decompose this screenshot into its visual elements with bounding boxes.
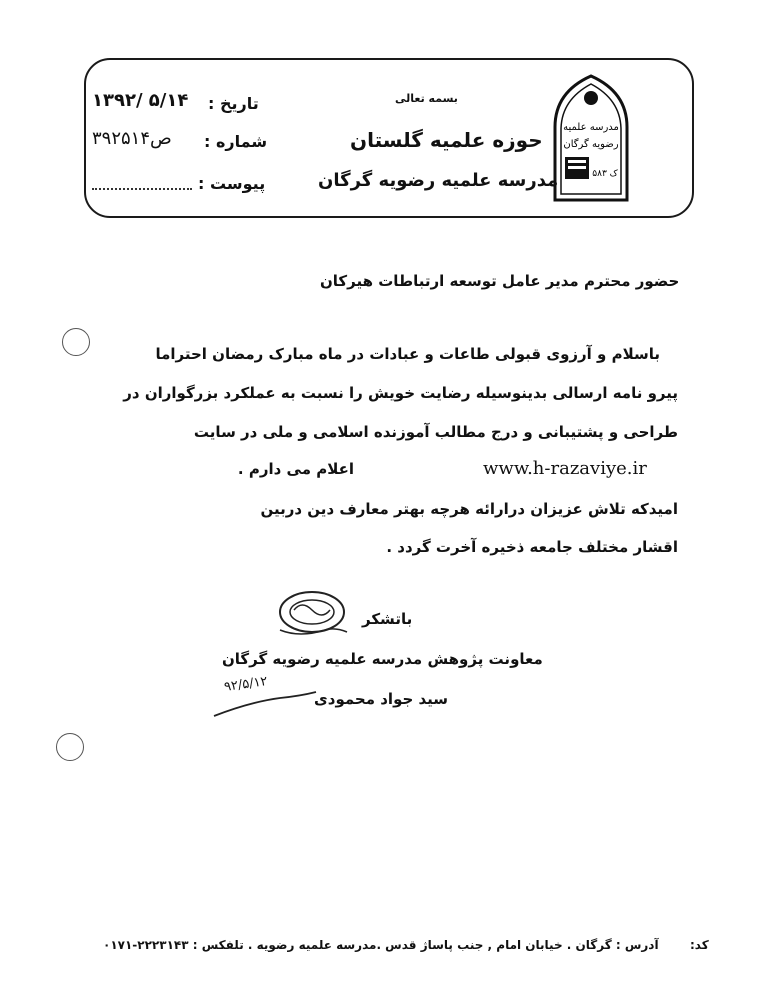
punch-hole-bottom xyxy=(56,733,84,761)
date-label: تاریخ : xyxy=(208,94,259,113)
punch-hole-top xyxy=(62,328,90,356)
website-url: www.h-razaviye.ir xyxy=(483,458,647,479)
attachment-label: پیوست : xyxy=(198,174,266,193)
signatory-position: معاونت پژوهش مدرسه علمیه رضویه گرگان xyxy=(222,650,543,668)
emblem-line-1: مدرسه علمیه xyxy=(563,122,619,133)
body-line-1: باسلام و آرزوی قبولی طاعات و عبادات در ماه مبارک رمضان احتراما xyxy=(155,345,660,363)
date-value: ۱۳۹۲/ ۵/۱۴ xyxy=(92,90,189,111)
recipient-line: حضور محترم مدیر عامل توسعه ارتباطات هیرکان xyxy=(320,272,680,290)
seminary-emblem-icon xyxy=(545,72,637,202)
footer-address: آدرس : گرگان . خیابان امام , جنب پاساژ قدس .مدرسه علمیه رضویه . تلفکس : ۲۲۲۳۱۴۳-۰۱۷۱ xyxy=(103,938,659,952)
number-value: ۳ص۹۲۵۱۴ xyxy=(92,128,172,149)
header-subtitle: مدرسه علمیه رضویه گرگان xyxy=(318,170,559,191)
signatory-name: سید جواد محمودی xyxy=(314,690,449,708)
header-title: حوزه علمیه گلستان xyxy=(350,128,543,152)
body-line-6: اقشار مختلف جامعه ذخیره آخرت گردد . xyxy=(386,538,678,556)
number-label: شماره : xyxy=(204,132,268,151)
body-line-2: پیرو نامه ارسالی بدینوسیله رضایت خویش را نسبت به عملکرد بزرگواران در xyxy=(123,384,678,402)
emblem-line-2: رضویه گرگان xyxy=(563,139,619,150)
attachment-dotted-line xyxy=(92,188,192,190)
body-line-4: اعلام می دارم . xyxy=(237,460,354,478)
footer-code-label: کد: xyxy=(690,938,709,952)
thanks-text: باتشکر xyxy=(362,610,413,628)
round-seal-stamp-icon xyxy=(272,588,352,640)
handwritten-date: ۹۲/۵/۱۲ xyxy=(223,674,269,695)
bismillah-text: بسمه تعالی xyxy=(395,92,458,105)
body-line-3: طراحی و پشتیبانی و درج مطالب آموزنده اسلامی و ملی در سایت xyxy=(193,423,678,441)
emblem-line-3: ک ۵۸۳ xyxy=(592,169,618,179)
handwritten-signature-icon xyxy=(210,688,320,720)
body-line-5: امیدکه تلاش عزیزان درارائه هرچه بهتر معارف دین دربین xyxy=(260,500,678,518)
